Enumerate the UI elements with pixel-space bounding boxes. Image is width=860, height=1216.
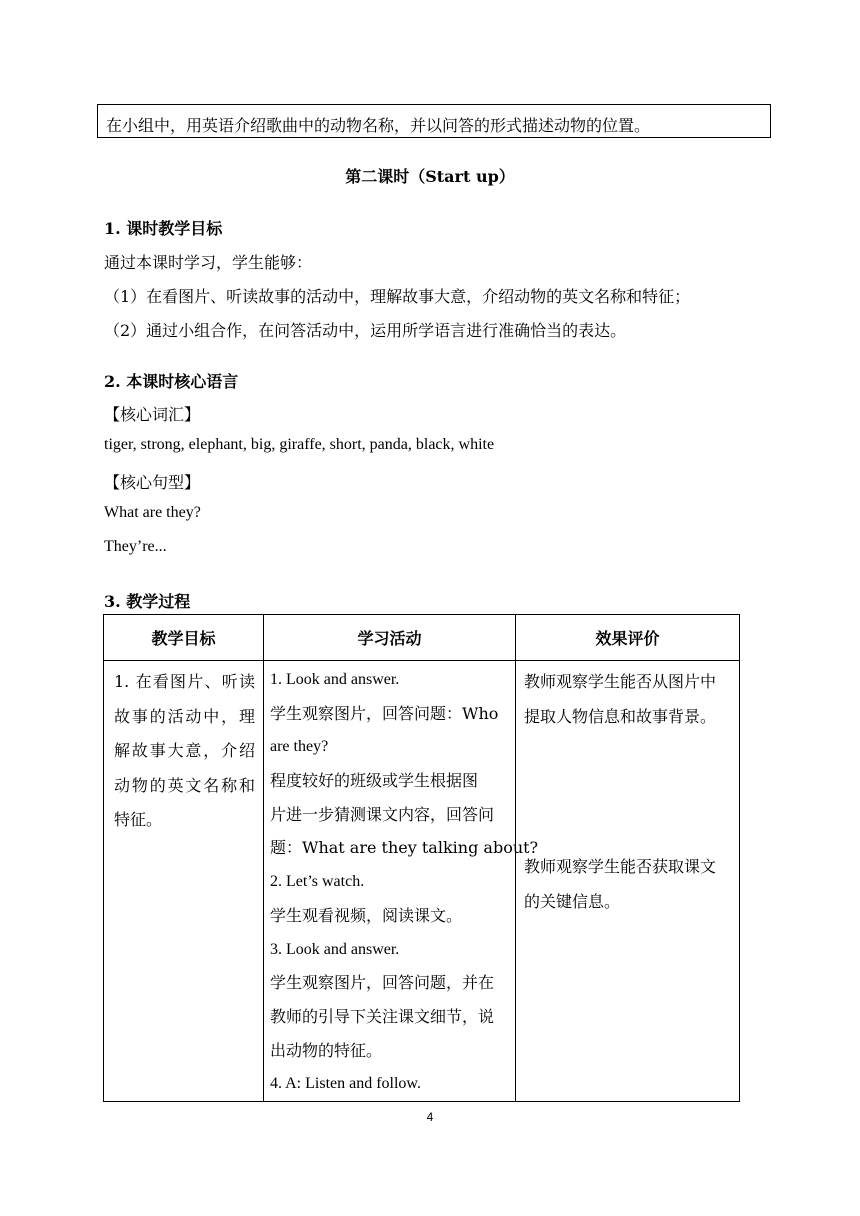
activity-line: 2. Let’s watch. [270,873,365,891]
lesson-title: 第二课时（Start up） [345,167,515,186]
sentence-label: 【核心句型】 [104,473,201,492]
activity-line: 4. A: Listen and follow. [270,1075,421,1093]
activity-cell [264,661,539,1102]
activity-line: 题：What are they talking about? [270,838,539,858]
goal-item-1: （1）在看图片、听读故事的活动中，理解故事大意，介绍动物的英文名称和特征； [104,287,691,306]
activity-line: 学生观察图片，回答问题：Who [270,703,499,723]
evaluation-note-1: 教师观察学生能否从图片中提取人物信息和故事背景。 [524,672,717,726]
evaluation-cell [516,661,740,1102]
teaching-process-table [103,614,740,1102]
header-teaching-goal: 教学目标 [104,615,264,661]
activity-line: 1. Look and answer. [270,671,400,688]
sentence-2: They’re... [104,538,167,555]
activity-line: 程度较好的班级或学生根据图 [270,771,479,791]
table-row [104,661,740,1102]
goal-cell: 1. 在看图片、听读故事的活动中，理解故事大意，介绍动物的英文名称和特征。 [104,661,264,1102]
goal-item-2: （2）通过小组合作，在问答活动中，运用所学语言进行准确恰当的表达。 [104,321,627,340]
page-number: 4 [426,1110,434,1124]
vocab-list: tiger, strong, elephant, big, giraffe, short, panda, black, white [104,436,495,453]
activity-line: 片进一步猜测课文内容，回答问 [270,804,495,824]
vocab-label: 【核心词汇】 [104,405,201,424]
sentence-1: What are they? [104,504,201,521]
evaluation-note-2: 教师观察学生能否获取课文的关键信息。 [524,857,717,911]
activity-line: 教师的引导下关注课文细节，说 [270,1006,495,1026]
header-learning-activity: 学习活动 [264,615,516,661]
activity-line: 出动物的特征。 [270,1040,383,1060]
header-evaluation: 效果评价 [516,615,740,661]
table-header-row [104,615,740,661]
section-heading-language: 2. 本课时核心语言 [104,372,239,391]
evaluation-spacer [524,734,731,850]
goals-intro: 通过本课时学习，学生能够： [104,253,313,272]
activity-line: 学生观察图片，回答问题，并在 [270,973,495,993]
activity-line: 3. Look and answer. [270,940,400,958]
activity-line: 学生观看视频，阅读课文。 [270,905,463,925]
activity-line: are they? [270,738,329,756]
top-boxed-note: 在小组中，用英语介绍歌曲中的动物名称，并以问答的形式描述动物的位置。 [97,104,771,138]
section-heading-goals: 1. 课时教学目标 [104,219,223,238]
section-heading-process: 3. 教学过程 [104,592,191,611]
